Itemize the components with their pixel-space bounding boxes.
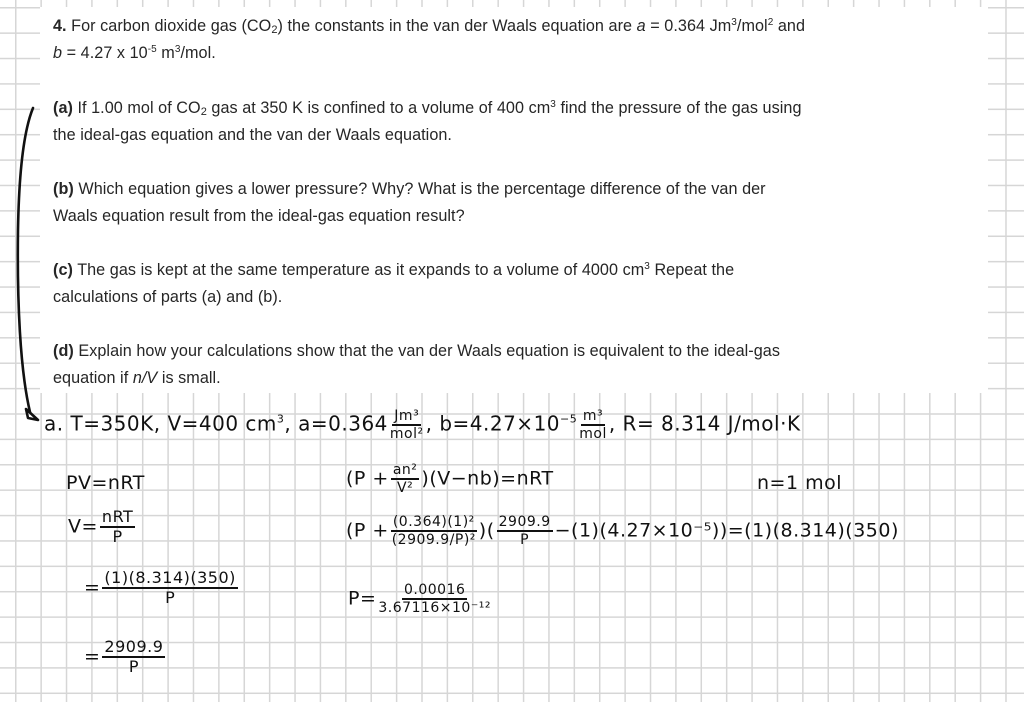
part-b: (b) Which equation gives a lower pressure? Why? What is the percentage difference of the van der Waals equation result from the ideal-gas equation result?	[53, 180, 766, 225]
pressure-fraction: $\frac{0.00016}{\text{3.67116×10⁻¹²}}$	[378, 582, 491, 616]
part-c-label: (c)	[53, 261, 73, 279]
ideal-gas-equation: PV=nRT	[66, 472, 145, 494]
pressure-result: P= $\frac{0.00016}{\text{3.67116×10⁻¹²}}$	[348, 582, 491, 616]
nrt-over-p: $\frac{\text{nRT}}{P}$	[101, 507, 134, 546]
result-fraction: $\frac{2909.9}{P}$	[104, 637, 164, 676]
part-d: (d) Explain how your calculations show that the van der Waals equation is equivalent to the ideal-gas equation if n/V is small.	[53, 342, 780, 387]
part-c: (c) The gas is kept at the same temperature as it expands to a volume of 4000 $cm^3$ Repeat the calculations of parts (a) and (b).	[53, 261, 735, 306]
part-a: (a) If 1.00 mol of $CO_2$ gas at 350 K is confined to a volume of 400 $cm^3$ find the pressure of the gas using the ideal-gas equation and the van der Waals equation.	[53, 99, 802, 144]
problem-number: 4.	[53, 17, 67, 35]
part-d-label: (d)	[53, 342, 74, 360]
part-a-label: (a)	[53, 99, 73, 117]
vdw-sub-fraction: $\frac{\text{(0.364)(1)²}}{\text{(2909.9/P)²}}$	[391, 514, 476, 548]
vdw-equation: (P + $\frac{\text{an²}}{\text{V²}}$ )(V−nb)=nRT	[346, 462, 554, 496]
vdw-substitution: (P + $\frac{\text{(0.364)(1)²}}{\text{(2909.9/P)²}}$ )( $\frac{2909.9}{P}$ −(1)(4.27×10⁻⁵))=(1)(8.314)(350)	[346, 514, 899, 548]
problem-intro: 4. For carbon dioxide gas $(CO_2)$ the constants in the van der Waals equation are a = 0.364 Jm$^3$/mol$^2$ and b = 4.27 x $10^{-5}$ $m^3$/mol.	[53, 17, 806, 62]
problem-panel	[40, 7, 988, 393]
volume-equation: V= $\frac{\text{nRT}}{P}$	[68, 507, 134, 546]
substitution-fraction: $\frac{(1)(8.314)(350)}{P}$	[104, 568, 236, 607]
vdw-fraction: $\frac{\text{an²}}{\text{V²}}$	[392, 462, 418, 496]
given-values-line: a. T=350K, V=400 $cm^3$, a=0.364 $\frac{\text{Jm³}}{\text{mol²}}$ , $b=4.27\times 10^{-5}$ $\frac{\text{m³}}{\text{mol}}$ , R= 8.314 J/mol·K	[44, 408, 801, 442]
volume-substitution: = $\frac{(1)(8.314)(350)}{P}$	[84, 568, 236, 607]
b-unit-fraction: $\frac{\text{m³}}{\text{mol}}$	[579, 408, 607, 442]
volume-fraction: $\frac{2909.9}{P}$	[498, 514, 551, 548]
a-unit-fraction: $\frac{\text{Jm³}}{\text{mol²}}$	[389, 408, 424, 442]
moles-value: n=1 mol	[757, 472, 843, 494]
part-b-label: (b)	[53, 180, 74, 198]
volume-result: = $\frac{2909.9}{P}$	[84, 637, 164, 676]
